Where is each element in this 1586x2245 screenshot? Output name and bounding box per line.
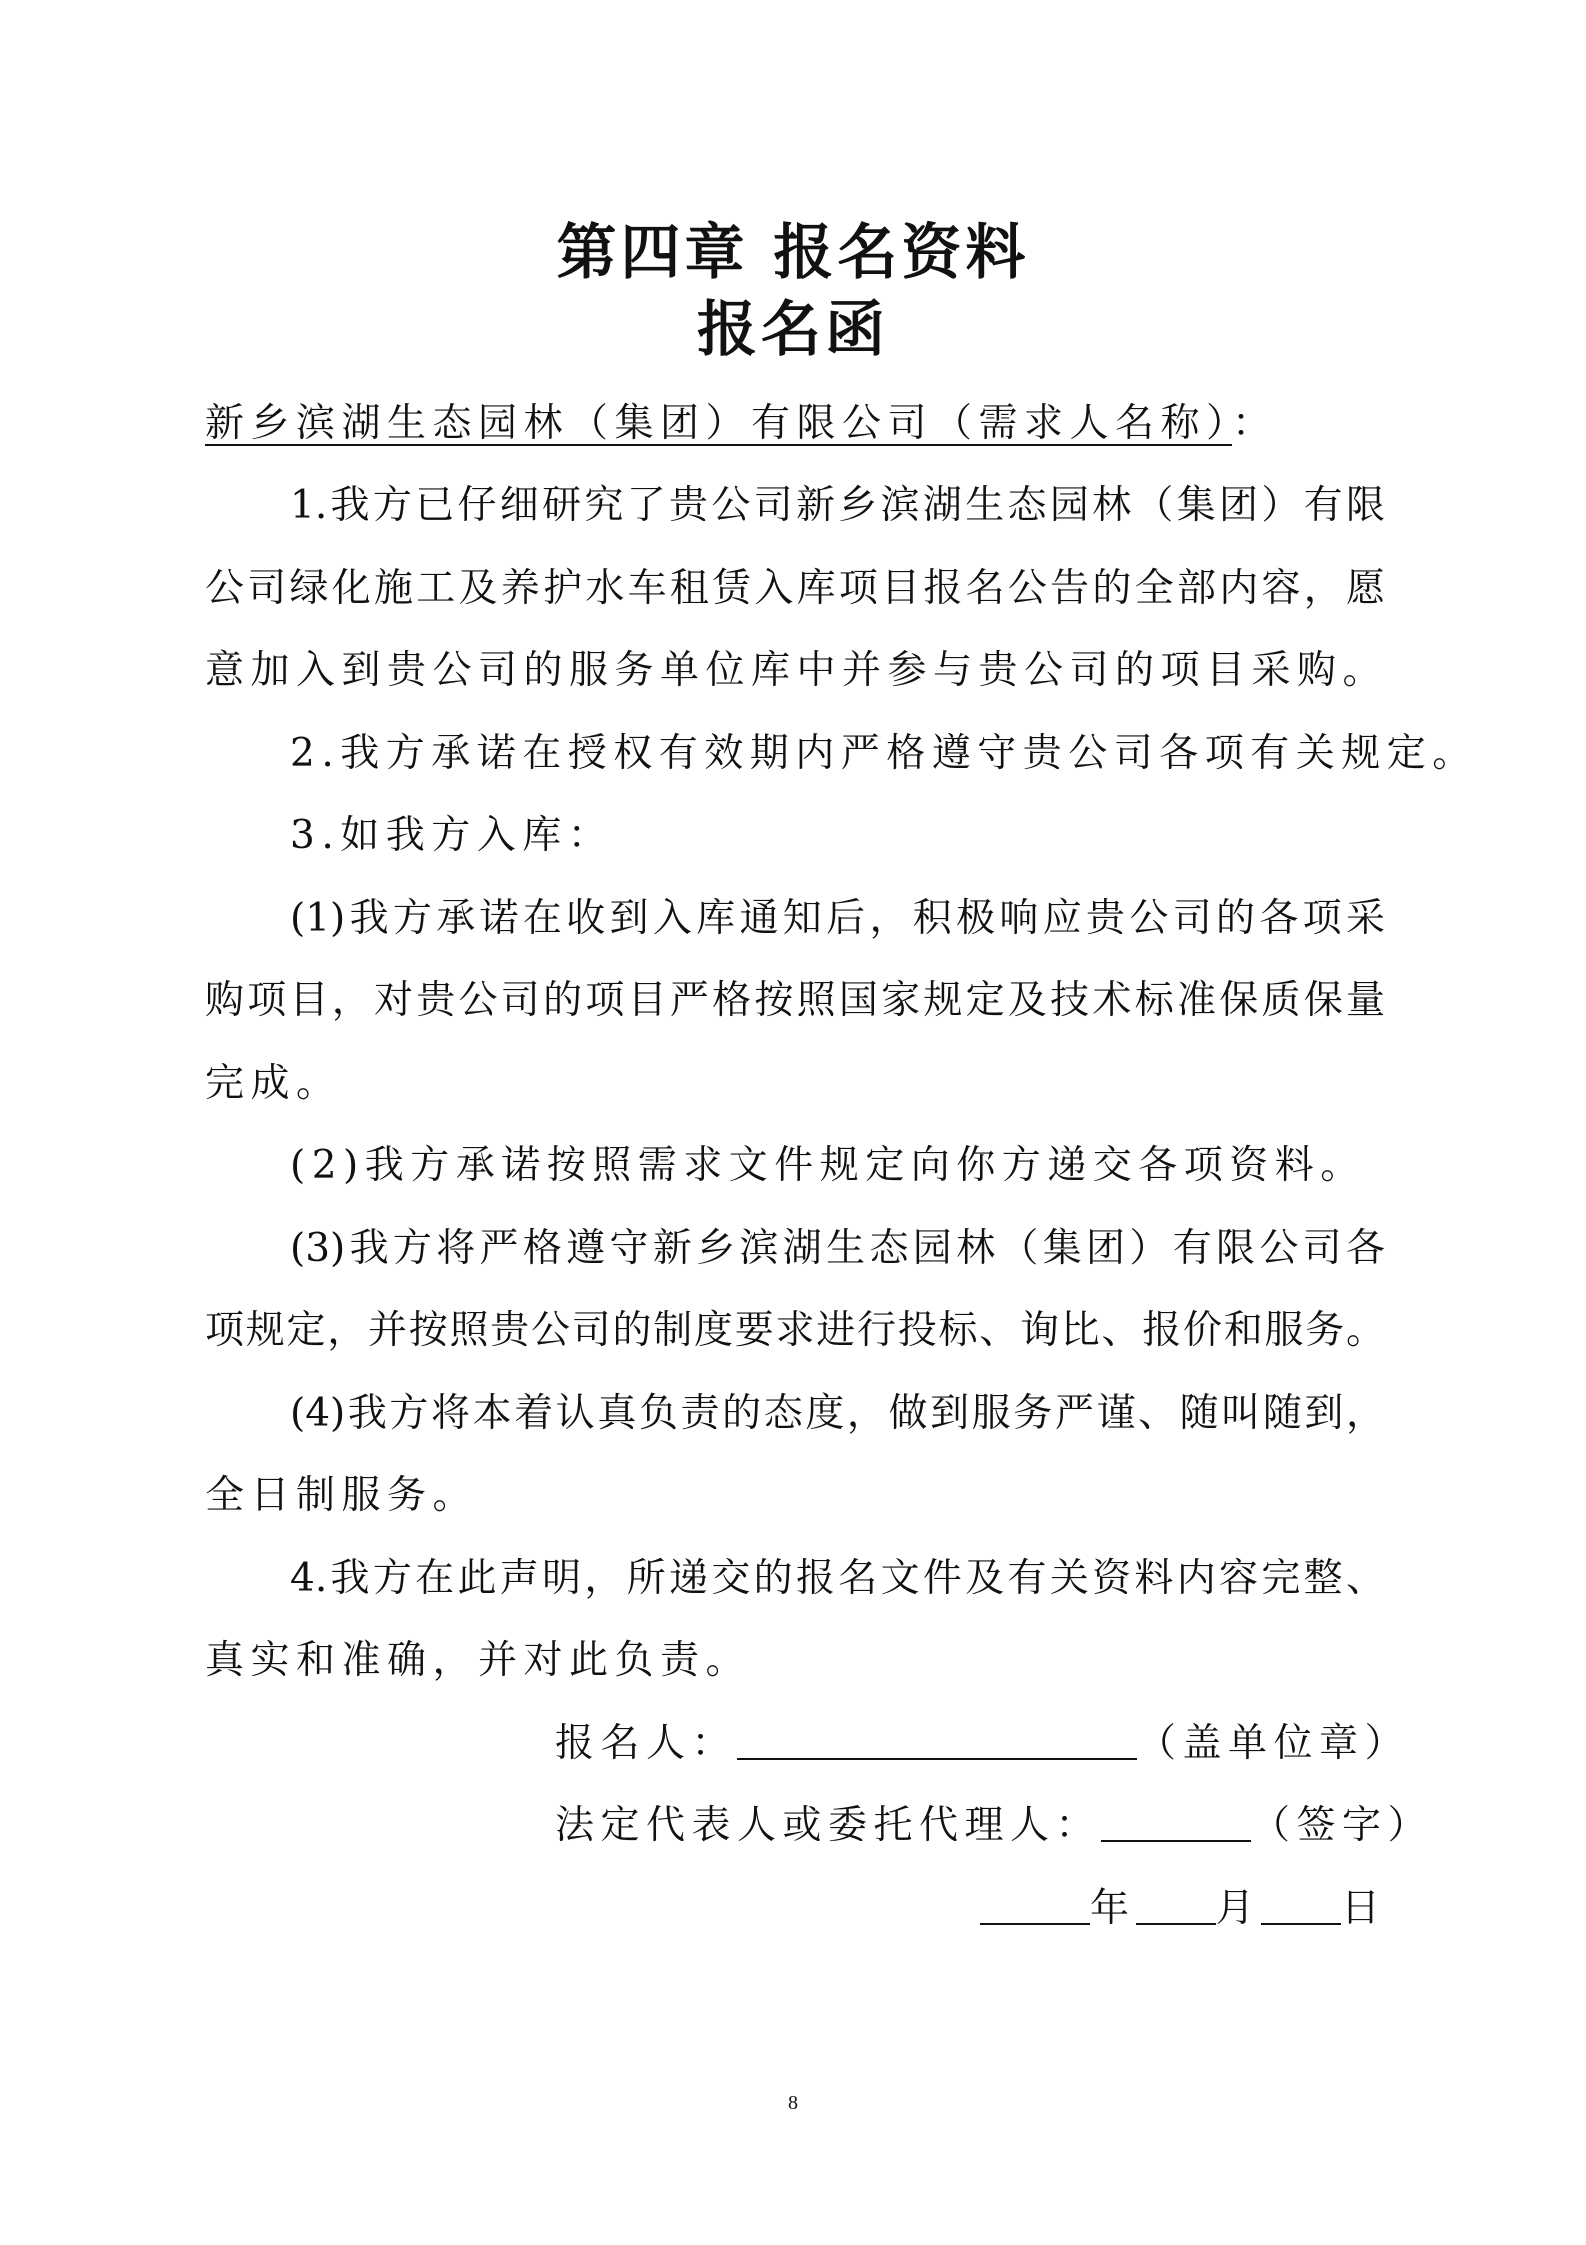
month-blank[interactable] — [1136, 1889, 1216, 1925]
applicant-blank[interactable] — [737, 1724, 1137, 1760]
month-label: 月 — [1215, 1886, 1262, 1931]
applicant-signature-line — [555, 1718, 1410, 1770]
paragraph-line: 完成。 — [205, 1061, 342, 1106]
representative-label: 法定代表人或委托代理人： — [555, 1803, 1102, 1848]
form-title: 报名函 — [697, 295, 889, 365]
paragraph-line: 项规定，并按照贵公司的制度要求进行投标、询比、报价和服务。 — [205, 1308, 1385, 1353]
paragraph-line: (4)我方将本着认真负责的态度，做到服务严谨、随叫随到， — [290, 1391, 1385, 1436]
representative-note: （签字） — [1251, 1803, 1434, 1848]
paragraph-line: 2.我方承诺在授权有效期内严格遵守贵公司各项有关规定。 — [290, 731, 1478, 776]
paragraph-line: 意加入到贵公司的服务单位库中并参与贵公司的项目采购。 — [205, 648, 1389, 693]
paragraph-line: (3)我方将严格遵守新乡滨湖生态园林（集团）有限公司各 — [290, 1226, 1385, 1271]
paragraph-line: 全日制服务。 — [205, 1473, 479, 1518]
representative-blank[interactable] — [1101, 1806, 1251, 1842]
date-line — [980, 1883, 1387, 1935]
addressee-line — [205, 398, 1278, 450]
day-label: 日 — [1341, 1886, 1387, 1931]
addressee-name: 新乡滨湖生态园林（集团）有限公司（需求人名称） — [205, 401, 1233, 446]
applicant-label: 报名人： — [555, 1721, 738, 1766]
chapter-title: 第四章 报名资料 — [556, 218, 1030, 288]
paragraph-line: 3.如我方入库： — [290, 813, 614, 858]
paragraph-line: 购项目，对贵公司的项目严格按照国家规定及技术标准保质保量 — [205, 978, 1385, 1023]
year-label: 年 — [1090, 1886, 1136, 1931]
page-number: 8 — [788, 2092, 798, 2114]
paragraph-line: 公司绿化施工及养护水车租赁入库项目报名公告的全部内容，愿 — [205, 566, 1385, 611]
addressee-suffix: ： — [1232, 401, 1278, 446]
representative-signature-line — [555, 1800, 1433, 1852]
year-blank[interactable] — [980, 1889, 1090, 1925]
paragraph-line: (1)我方承诺在收到入库通知后，积极响应贵公司的各项采 — [290, 896, 1385, 941]
paragraph-line: (2)我方承诺按照需求文件规定向你方递交各项资料。 — [290, 1143, 1366, 1188]
paragraph-line: 1.我方已仔细研究了贵公司新乡滨湖生态园林（集团）有限 — [290, 483, 1385, 528]
applicant-note: （盖单位章） — [1137, 1721, 1411, 1766]
paragraph-line: 4.我方在此声明，所递交的报名文件及有关资料内容完整、 — [290, 1556, 1385, 1601]
paragraph-line: 真实和准确，并对此负责。 — [205, 1638, 752, 1683]
day-blank[interactable] — [1261, 1889, 1341, 1925]
